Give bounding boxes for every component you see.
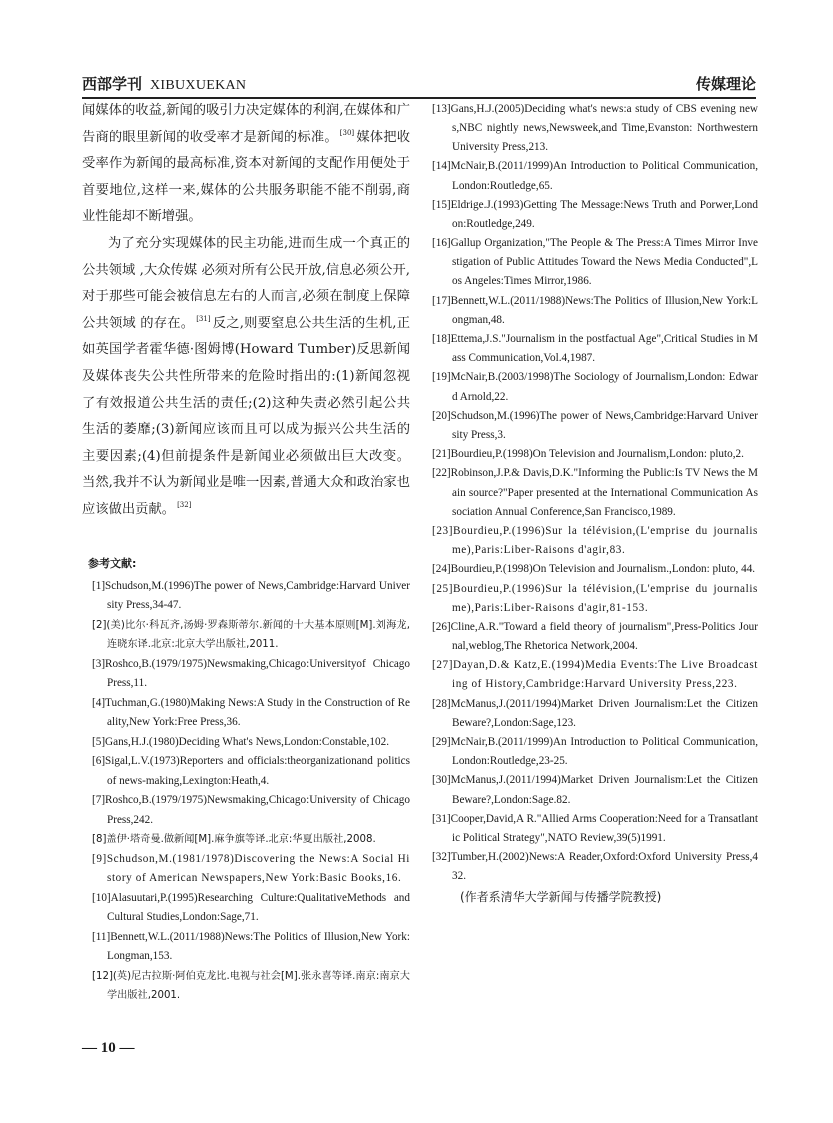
reference-item: [1]Schudson,M.(1996)The power of News,Cambridge:Harvard University Press,34-47. xyxy=(92,579,410,611)
reference-item: [9]Schudson,M.(1981/1978)Discovering the News:A Social History of American Newspapers,New York:Basic Books,16. xyxy=(92,852,410,885)
reference-item: [8]盖伊·塔奇曼.做新闻[M].麻争旗等译.北京:华夏出版社,2008. xyxy=(92,834,376,846)
reference-item: [15]Eldrige.J.(1993)Getting The Message:News Truth and Porwer,London:Routledge,249. xyxy=(432,198,758,230)
author-affiliation: (作者系清华大学新闻与传播学院教授) xyxy=(460,890,662,905)
body-text: 媒体把收受率作为新闻的最高标准,资本对新闻的支配作用便处于首要地位,这样一来,媒体的公共服务职能不能不削弱,商业性能却不断增强。 xyxy=(82,129,411,225)
page-number: — 10 — xyxy=(82,1040,135,1056)
reference-item: [18]Ettema,J.S."Journalism in the postfactual Age",Critical Studies in Mass Communication,Vol.4,1987. xyxy=(432,333,758,365)
reference-item: [29]McNair,B.(2011/1999)An Introduction to Political Communication,London:Routledge,23-25. xyxy=(432,736,758,768)
right-column xyxy=(432,100,758,905)
reference-item: [19]McNair,B.(2003/1998)The Sociology of Journalism,London: Edward Arnold,22. xyxy=(432,371,758,403)
citation-marker: [32] xyxy=(177,500,192,509)
running-header xyxy=(82,73,756,99)
reference-item: [16]Gallup Organization,"The People & The Press:A Times Mirror Investigation of Public Attitudes Toward the News Media Conducted",Los Angeles:Times Mirror,1986. xyxy=(432,237,758,288)
reference-item: [13]Gans,H.J.(2005)Deciding what's news:a study of CBS evening news,NBC nightly news,Newsweek,and Time,Evanston: Northwestern University Press,213. xyxy=(432,103,758,154)
reference-item: [20]Schudson,M.(1996)The power of News,Cambridge:Harvard University Press,3. xyxy=(432,409,758,441)
reference-item: [17]Bennett,W.L.(2011/1988)News:The Politics of Illusion,New York:Longman,48. xyxy=(432,294,758,326)
reference-item: [14]McNair,B.(2011/1999)An Introduction to Political Communication,London:Routledge,65. xyxy=(432,160,758,192)
reference-item: [23]Bourdieu,P.(1996)Sur la télévision,(L'emprise du journalisme),Paris:Liber-Raisons d'agir,83. xyxy=(432,524,758,557)
reference-item: [6]Sigal,L.V.(1973)Reporters and officials:theorganizationand politics of news-making,Lexington:Heath,4. xyxy=(92,755,410,787)
reference-item: [22]Robinson,J.P.& Davis,D.K."Informing the Public:Is TV News the Main source?"Paper presented at the International Communication Association Annual Conference,San Francisco,1989. xyxy=(432,467,758,518)
reference-item: [24]Bourdieu,P.(1998)On Television and Journalism.,London: pluto, 44. xyxy=(432,563,756,576)
reference-item: [2](美)比尔·科瓦齐,汤姆·罗森斯蒂尔.新闻的十大基本原则[M].刘海龙,连晓东译.北京:北京大学出版社,2011. xyxy=(92,619,410,650)
citation-marker: [31] xyxy=(196,314,211,323)
journal-name-cn: 西部学刊 xyxy=(82,75,143,93)
reference-item: [3]Roshco,B.(1979/1975)Newsmaking,Chicago:Universityof Chicago Press,11. xyxy=(92,657,410,689)
reference-item: [26]Cline,A.R."Toward a field theory of journalism",Press-Politics Journal,weblog,The Rhetorica Network,2004. xyxy=(432,620,758,653)
body-text: 为了充分实现媒体的民主功能,进而生成一个真正的 公共领域 ,大众传媒 必须对所有公民开放,信息必须公开,对于那些可能会被信息左右的人而言,必须在制度上保障 公共领域 的存在。 xyxy=(82,235,410,331)
reference-item: [7]Roshco,B.(1979/1975)Newsmaking,Chicago:University of Chicago Press,242. xyxy=(92,794,410,826)
reference-item: [4]Tuchman,G.(1980)Making News:A Study in the Construction of Reality,New York:Free Press,36. xyxy=(92,696,410,728)
left-column xyxy=(82,98,410,1006)
body-text: 反之,则要窒息公共生活的生机,正如英国学者霍华德·图姆博(Howard Tumber)反思新闻及媒体丧失公共性所带来的危险时指出的:(1)新闻忽视了有效报道公共生活的责任;(2)这种失责必然引起公共生活的萎靡;(3)新闻应该而且可以成为振兴公共生活的主要因素;(4)但前提条件是新闻业必须做出巨大改变。当然,我并不认为新闻业是唯一因素,普通大众和政治家也应该做出贡献。 xyxy=(82,315,411,517)
reference-item: [21]Bourdieu,P.(1998)On Television and Journalism,London: pluto,2. xyxy=(432,448,744,461)
reference-item: [27]Dayan,D.& Katz,E.(1994)Media Events:The Live Broadcasting of History,Cambridge:Harvard University Press,223. xyxy=(432,659,758,691)
reference-item: [5]Gans,H.J.(1980)Deciding What's News,London:Constable,102. xyxy=(92,735,389,748)
reference-item: [32]Tumber,H.(2002)News:A Reader,Oxford:Oxford University Press,432. xyxy=(432,851,758,883)
reference-item: [10]Alasuutari,P.(1995)Researching Culture:QualitativeMethods and Cultural Studies,London:Sage,71. xyxy=(92,891,410,924)
body-paragraph-1 xyxy=(82,98,410,231)
journal-name-pinyin: XIBUXUEKAN xyxy=(150,78,247,93)
body-paragraph-2 xyxy=(82,231,410,524)
references-heading: 参考文献: xyxy=(88,556,137,570)
reference-item: [28]McManus,J.(2011/1994)Market Driven Journalism:Let the Citizen Beware?,London:Sage,123. xyxy=(432,697,758,729)
reference-item: [12](英)尼古拉斯·阿伯克龙比.电视与社会[M].张永喜等译.南京:南京大学出版社,2001. xyxy=(92,970,410,1002)
citation-marker: [30] xyxy=(339,128,355,137)
section-title: 传媒理论 xyxy=(695,75,756,93)
journal-name xyxy=(82,73,246,94)
body-text: 闻媒体的收益,新闻的吸引力决定媒体的利润,在媒体和广告商的眼里新闻的收受率才是新闻的标准。 xyxy=(82,103,410,145)
reference-item: [25]Bourdieu,P.(1996)Sur la télévision,(L'emprise du journalisme),Paris:Liber-Raisons d'agir,81-153. xyxy=(432,582,758,614)
reference-item: [31]Cooper,David,A R."Allied Arms Cooperation:Need for a Transatlantic Political Strategy",NATO Review,39(5)1991. xyxy=(432,812,758,844)
reference-item: [11]Bennett,W.L.(2011/1988)News:The Politics of Illusion,New York:Longman,153. xyxy=(92,930,410,963)
reference-item: [30]McManus,J.(2011/1994)Market Driven Journalism:Let the Citizen Beware?,London:Sage.82. xyxy=(432,774,758,806)
